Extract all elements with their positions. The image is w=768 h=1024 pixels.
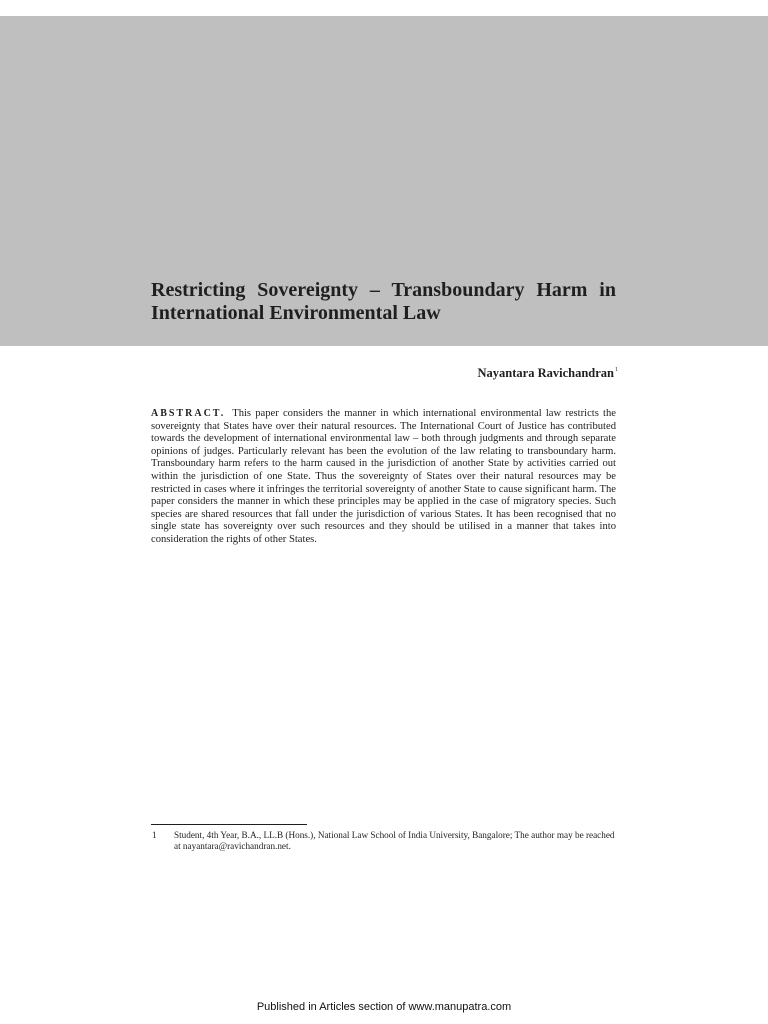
- author-line: [478, 366, 618, 381]
- abstract-label: ABSTRACT.: [151, 408, 226, 419]
- footnote-number: 1: [152, 830, 157, 840]
- author-name: Nayantara Ravichandran: [477, 366, 614, 380]
- article-title: Restricting Sovereignty – Transboundary Harm in International Environmental Law: [151, 279, 616, 324]
- footnote-text: Student, 4th Year, B.A., LL.B (Hons.), National Law School of India University, Bangalore; The author may be reached at nayantara@ravichandran.net.: [174, 830, 615, 851]
- author-footnote-mark[interactable]: 1: [615, 367, 618, 373]
- publication-footer: Published in Articles section of www.manupatra.com: [256, 1001, 512, 1013]
- abstract-text: This paper considers the manner in which international environmental law restricts the sovereignty that States have over their natural resources. The International Court of Justice has contributed towards the development of international environmental law – both through judgments and through separate opinions of judges. Particularly relevant has been the evolution of the law relating to transboundary harm. Transboundary harm refers to the harm caused in the jurisdiction of another State by activities carried out within the jurisdiction of one State. Thus the sovereignty of States over their natural resources may be restricted in cases where it infringes the territorial sovereignty of another State to cause significant harm. The paper considers the manner in which these principles may be applied in the case of migratory species. Such species are shared resources that fall under the jurisdiction of various States. It has been recognised that no single state has sovereignty over such resources and they should be utilised in a manner that takes into consideration the rights of other States.: [151, 408, 616, 545]
- footnote-divider: [151, 824, 307, 825]
- footnote-1: [151, 830, 616, 852]
- page-top-margin: [0, 0, 768, 16]
- abstract: [151, 408, 616, 547]
